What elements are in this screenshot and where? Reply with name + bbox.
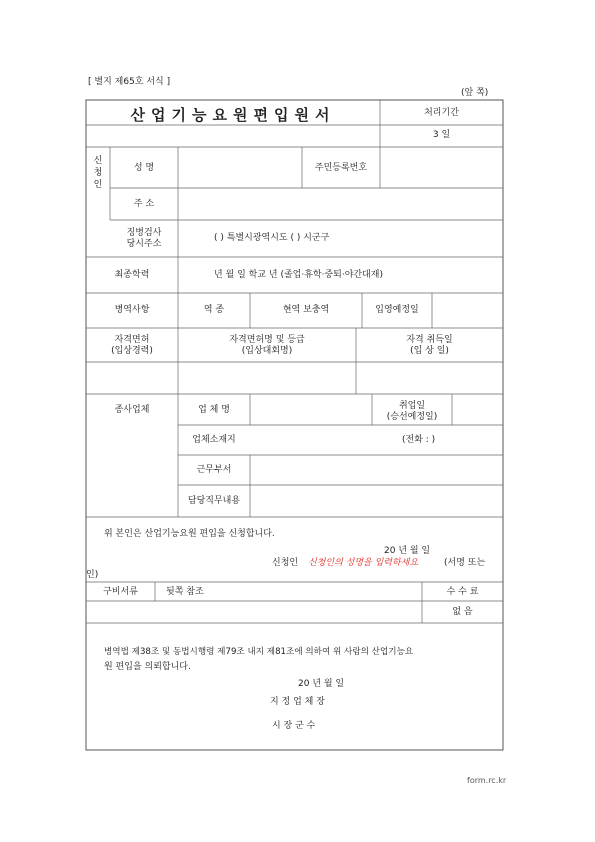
page-side-label: (앞 쪽) bbox=[461, 88, 489, 98]
declaration-text: 위 본인은 산업기능요원 편입을 신청합니다. bbox=[104, 529, 275, 539]
form-number: [ 별지 제65호 서식 ] bbox=[88, 77, 171, 87]
military-service-label: 병역사항 bbox=[114, 305, 150, 315]
page-title: 산업기능요원편입원서 bbox=[130, 106, 336, 124]
sign-suffix-wrap: 인) bbox=[86, 570, 99, 580]
enlist-date-field[interactable] bbox=[434, 295, 501, 326]
request-date: 20 년 월 일 bbox=[298, 679, 345, 689]
license-date-label-line1: 자격 취득일 bbox=[406, 335, 453, 345]
requester-label: 지 정 업 체 장 bbox=[270, 697, 325, 707]
applicant-name-input[interactable]: 신청인의 성명을 입력하세요 bbox=[308, 558, 419, 568]
fee-value: 없 음 bbox=[452, 607, 473, 617]
exam-address-label-line2: 당시주소 bbox=[126, 239, 162, 249]
license-date-label-line2: (입 상 일) bbox=[410, 346, 449, 356]
duty-label: 담당직무내용 bbox=[187, 496, 241, 506]
license-entry-field[interactable] bbox=[88, 364, 176, 392]
resident-number-label: 주민등록번호 bbox=[314, 163, 368, 173]
request-text-line1: 병역법 제38조 및 동법시행령 제79조 내지 제81조에 의하여 위 사람의 산업기능요 bbox=[104, 647, 414, 657]
department-field[interactable] bbox=[252, 457, 501, 483]
addressee-label: 시 장 군 수 bbox=[272, 721, 316, 731]
enlist-date-label: 입영예정일 bbox=[375, 305, 419, 315]
active-reserve-option[interactable]: 현역 보충역 bbox=[282, 305, 330, 315]
exam-address-label-line1: 징병검사 bbox=[126, 228, 162, 238]
license-date-field[interactable] bbox=[358, 364, 501, 392]
company-label: 종사업체 bbox=[114, 405, 150, 415]
license-label-line2: (입상경력) bbox=[111, 346, 153, 356]
documents-label: 구비서류 bbox=[103, 587, 138, 597]
department-label: 근무부서 bbox=[196, 465, 232, 475]
name-label: 성 명 bbox=[133, 163, 155, 173]
documents-value: 뒷쪽 참조 bbox=[166, 587, 204, 597]
license-label-line1: 자격면허 bbox=[114, 335, 150, 345]
company-phone-field[interactable]: (전화 : ) bbox=[402, 435, 436, 445]
education-field[interactable]: 년 월 일 학교 년 (졸업·휴학·중퇴·야간대재) bbox=[214, 270, 384, 280]
fee-label: 수 수 료 bbox=[446, 587, 479, 597]
hire-date-field[interactable] bbox=[454, 396, 501, 423]
applicant-sign-label: 신청인 bbox=[272, 558, 299, 568]
license-name-field[interactable] bbox=[180, 364, 354, 392]
applicant-section-label: 신청인 bbox=[93, 156, 103, 190]
declaration-date: 20 년 월 일 bbox=[384, 546, 431, 556]
license-name-label-line2: (입상대회명) bbox=[241, 346, 293, 356]
license-name-label-line1: 자격면허명 및 등급 bbox=[229, 335, 305, 345]
education-label: 최종학력 bbox=[114, 270, 150, 280]
exam-address-field[interactable]: ( ) 특별시광역시도 ( ) 시군구 bbox=[214, 233, 330, 243]
processing-period-label: 처리기간 bbox=[424, 108, 459, 118]
service-type-label: 역 종 bbox=[203, 305, 225, 315]
company-location-label: 업체소재지 bbox=[192, 435, 236, 445]
processing-period-value: 3 일 bbox=[432, 130, 451, 140]
hire-date-label-line1: 취업일 bbox=[398, 401, 426, 411]
resident-number-field[interactable] bbox=[382, 150, 501, 186]
address-field[interactable] bbox=[180, 190, 501, 218]
company-name-field[interactable] bbox=[252, 396, 370, 423]
request-text-line2: 원 편입을 의뢰합니다. bbox=[104, 662, 191, 672]
address-label: 주 소 bbox=[133, 199, 155, 209]
duty-field[interactable] bbox=[252, 487, 501, 515]
name-field[interactable] bbox=[180, 150, 300, 186]
footer-site: form.rc.kr bbox=[467, 776, 507, 785]
company-name-label: 업 체 명 bbox=[198, 405, 230, 415]
sign-suffix: (서명 또는 bbox=[444, 558, 486, 568]
hire-date-label-line2: (승선예정일) bbox=[386, 412, 438, 422]
